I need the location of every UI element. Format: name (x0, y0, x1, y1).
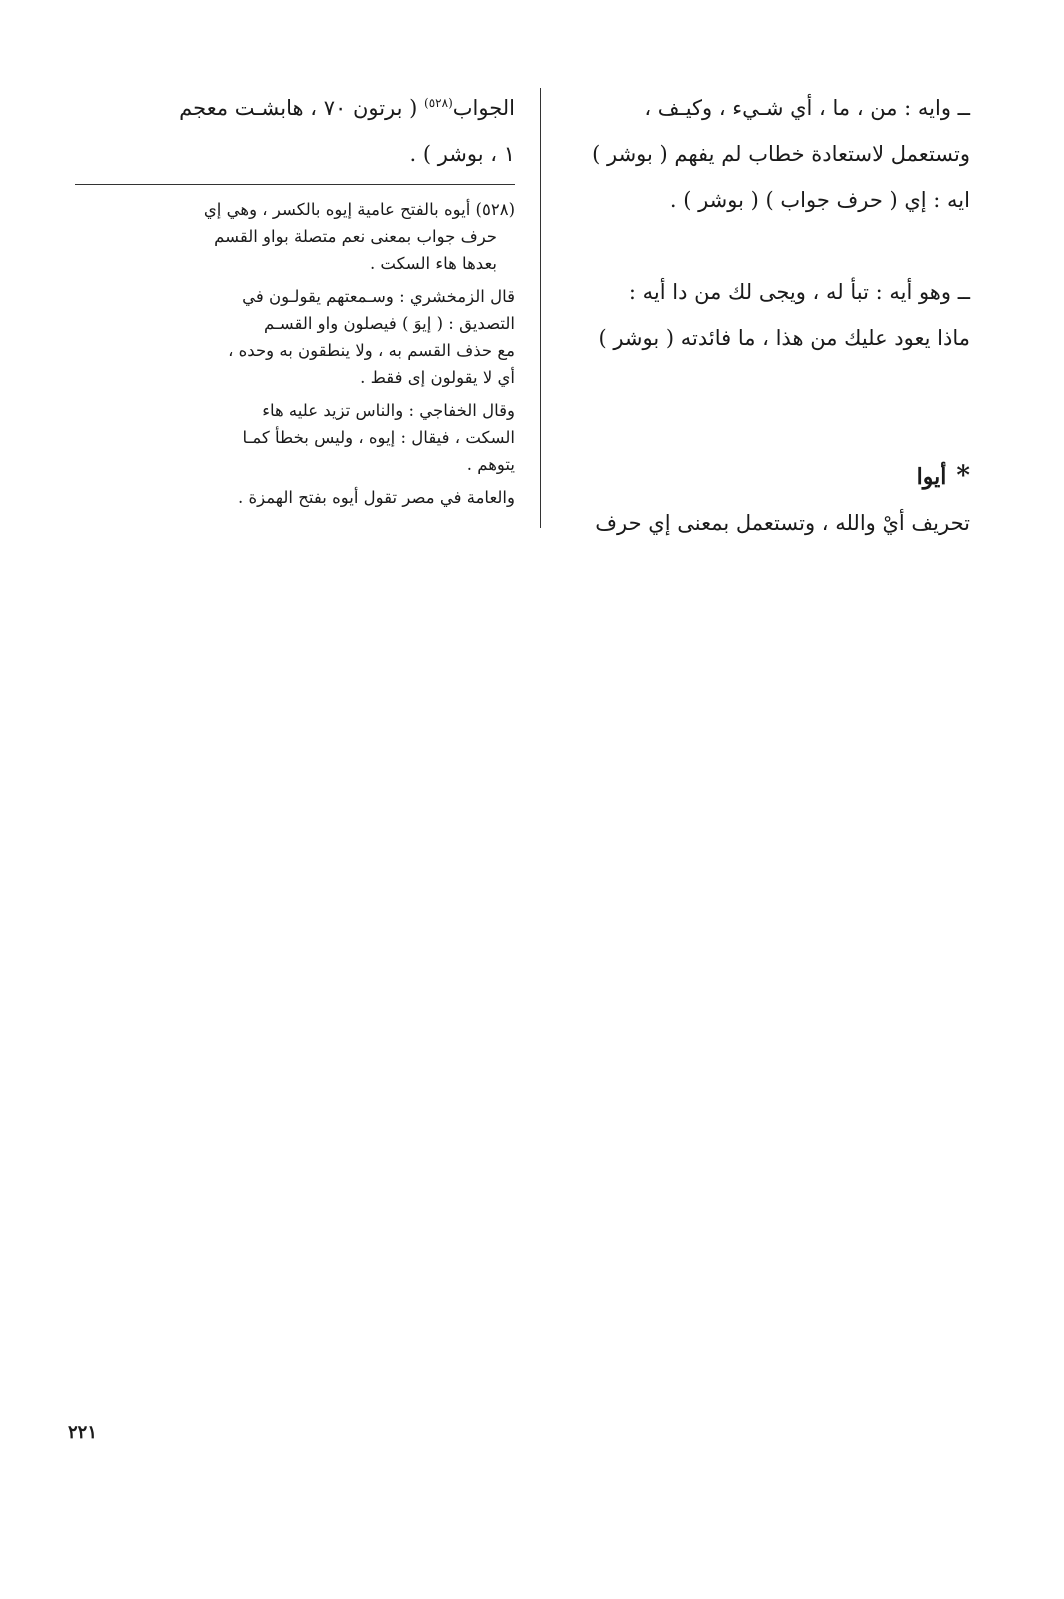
footnote-line: مع حذف القسم به ، ولا ينطقون به وحده ، (228, 341, 515, 360)
left-column (75, 85, 515, 177)
footnote-line: قال الزمخشري : وسـمعتهم يقولـون في (242, 287, 515, 306)
left-text-line: الجواب$^{(٥٢٨)}$ ( برتون ٧٠ ، هابشـت معجم (179, 96, 515, 120)
main-text-line: ــ وهو أيه : تبأ له ، ويجى لك من دا أيه : (628, 280, 970, 304)
footnote-line: أي لا يقولون إى فقط . (360, 368, 515, 387)
footnote-divider (75, 184, 515, 185)
footnote-line: السكت ، فيقال : إيوه ، وليس بخطأ كمـا (242, 428, 515, 447)
column-divider (540, 88, 541, 528)
footnote-line: بعدها هاء السكت . (369, 254, 497, 273)
footnote-line: والعامة في مصر تقول أيوه بفتح الهمزة . (238, 488, 515, 507)
footnote-line: (٥٢٨) أيوه بالفتح عامية إيوه بالكسر ، وهي إي (203, 200, 515, 219)
footnote-line: التصديق : ( إيوَ ) فيصلون واو القسـم (263, 314, 515, 333)
entry-headword: أيوا (916, 464, 947, 490)
main-text-line: وتستعمل لاستعادة خطاب لم يفهم ( بوشر ) (592, 142, 970, 166)
footnote-line: يتوهم . (466, 455, 515, 474)
main-text-line: ــ وايه : من ، ما ، أي شـيء ، وكيـف ، (644, 96, 970, 120)
main-text-line: ايه : إي ( حرف جواب ) ( بوشر ) . (669, 188, 970, 212)
footnote-line: وقال الخفاجي : والناس تزيد عليه هاء (262, 401, 515, 420)
page-number: ٢٢١ (68, 1422, 98, 1443)
main-text-line: ماذا يعود عليك من هذا ، ما فائدته ( بوشر ) (598, 326, 970, 350)
main-column (560, 85, 970, 546)
main-text-line: تحريف أيْ والله ، وتستعمل بمعنى إي حرف (595, 511, 970, 535)
footnote-marker: (٥٢٨) (424, 96, 453, 110)
footnote-line: حرف جواب بمعنى نعم متصلة بواو القسم (214, 227, 497, 246)
entry-heading (560, 453, 970, 500)
footnotes (75, 196, 515, 511)
asterisk-icon: * (956, 461, 970, 491)
left-text-line: ١ ، بوشر ) . (409, 142, 515, 166)
